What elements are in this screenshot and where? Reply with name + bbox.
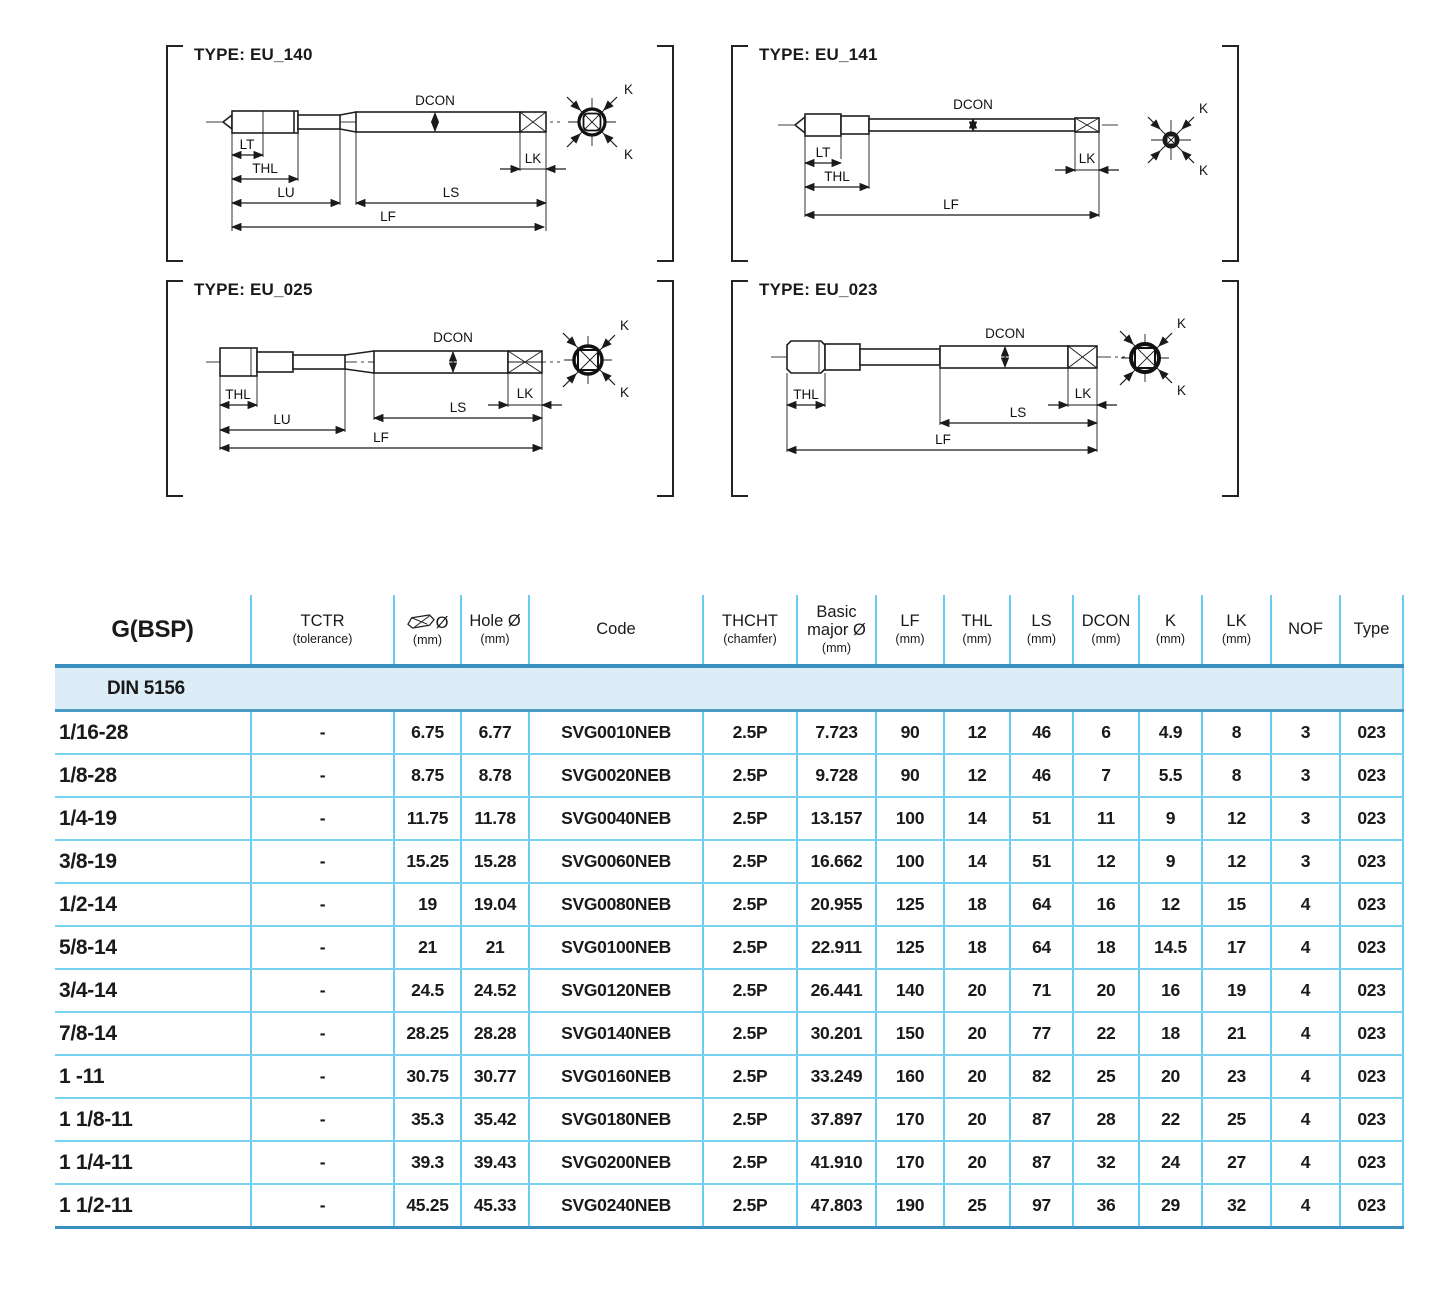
table-cell: SVG0020NEB (529, 754, 703, 797)
end-view (563, 333, 615, 387)
column-header-hole (461, 595, 529, 666)
table-cell: 170 (876, 1098, 944, 1141)
table-cell: 22 (1139, 1098, 1202, 1141)
dim-label-lt: LT (815, 145, 831, 160)
tap-drawing-eu-023 (733, 280, 1237, 497)
column-label: K (1164, 612, 1176, 631)
table-cell: 8 (1202, 754, 1271, 797)
table-cell: 46 (1010, 711, 1073, 755)
dim-label-lk: LK (1078, 151, 1096, 166)
table-cell: 13.157 (797, 797, 876, 840)
table-cell: 46 (1010, 754, 1073, 797)
table-cell: 30.77 (461, 1055, 529, 1098)
table-row (55, 840, 1403, 883)
table-cell: 125 (876, 883, 944, 926)
column-header-type (1340, 595, 1403, 666)
table-cell: 023 (1340, 1184, 1403, 1228)
table-cell: 24 (1139, 1141, 1202, 1184)
table-cell: - (251, 883, 394, 926)
diagram-eu-023 (733, 280, 1237, 497)
column-label: NOF (1288, 619, 1323, 638)
section-row (55, 666, 1403, 711)
tap-drawing-eu-025 (168, 280, 672, 497)
table-cell: 3 (1271, 711, 1340, 755)
column-label: Hole Ø (469, 612, 521, 631)
table-cell: SVG0100NEB (529, 926, 703, 969)
table-cell: 35.42 (461, 1098, 529, 1141)
table-cell: 2.5P (703, 1184, 797, 1228)
table-cell: 1 1/8-11 (55, 1098, 251, 1141)
table-cell: 20 (944, 969, 1010, 1012)
table-cell: 32 (1073, 1141, 1139, 1184)
table-cell: 4 (1271, 1012, 1340, 1055)
dim-label-lk: LK (516, 386, 534, 401)
dim-label-k1: K (1177, 316, 1187, 331)
table-cell: 12 (944, 711, 1010, 755)
table-cell: 30.75 (394, 1055, 461, 1098)
dim-label-lf: LF (935, 432, 951, 447)
table-cell: 35.3 (394, 1098, 461, 1141)
column-label: LS (1031, 612, 1052, 631)
column-label: Code (596, 619, 636, 638)
dim-label-ls: LS (1009, 405, 1027, 420)
table-cell: - (251, 711, 394, 755)
table-cell: 28.28 (461, 1012, 529, 1055)
column-header- (394, 595, 461, 666)
table-cell: 25 (1073, 1055, 1139, 1098)
table-cell: 87 (1010, 1098, 1073, 1141)
table-cell: 21 (1202, 1012, 1271, 1055)
column-header-thcht (703, 595, 797, 666)
table-cell: 14.5 (1139, 926, 1202, 969)
table-cell: 2.5P (703, 711, 797, 755)
table-cell: 1/16-28 (55, 711, 251, 755)
header-row (55, 595, 1403, 666)
column-header-k (1139, 595, 1202, 666)
table-cell: 5.5 (1139, 754, 1202, 797)
column-header-code (529, 595, 703, 666)
table-cell: 3/4-14 (55, 969, 251, 1012)
column-header-tctr (251, 595, 394, 666)
diagram-title: TYPE: EU_141 (759, 45, 878, 64)
table-cell: SVG0120NEB (529, 969, 703, 1012)
column-sublabel: (mm) (895, 631, 925, 646)
table-cell: 12 (1073, 840, 1139, 883)
dim-label-thl: THL (793, 387, 819, 402)
table-cell: SVG0160NEB (529, 1055, 703, 1098)
table-cell: 16 (1139, 969, 1202, 1012)
table-row (55, 883, 1403, 926)
table-cell: 3/8-19 (55, 840, 251, 883)
table-cell: 27 (1202, 1141, 1271, 1184)
end-view (1148, 117, 1194, 163)
column-header-dcon (1073, 595, 1139, 666)
table-cell: 12 (944, 754, 1010, 797)
table-cell: 8 (1202, 711, 1271, 755)
column-sublabel: (mm) (412, 633, 443, 648)
diagram-eu-025 (168, 280, 672, 497)
table-cell: 15 (1202, 883, 1271, 926)
dim-label-ls: LS (442, 185, 460, 200)
table-cell: 11.78 (461, 797, 529, 840)
table-cell: 21 (461, 926, 529, 969)
table-cell: 9.728 (797, 754, 876, 797)
table-cell: 20 (944, 1012, 1010, 1055)
table-cell: 4 (1271, 969, 1340, 1012)
table-cell: SVG0140NEB (529, 1012, 703, 1055)
table-cell: 51 (1010, 840, 1073, 883)
table-cell: 19 (394, 883, 461, 926)
dim-label-lu: LU (277, 185, 295, 200)
column-header-nof (1271, 595, 1340, 666)
dim-label-k2: K (1199, 163, 1209, 178)
table-cell: 8.78 (461, 754, 529, 797)
column-header-thl (944, 595, 1010, 666)
table-cell: - (251, 797, 394, 840)
table-cell: SVG0060NEB (529, 840, 703, 883)
column-sublabel: (mm) (1091, 631, 1121, 646)
table-cell: 8.75 (394, 754, 461, 797)
table-cell: 22.911 (797, 926, 876, 969)
end-view (1120, 331, 1172, 385)
table-cell: - (251, 754, 394, 797)
table-cell: 1 1/4-11 (55, 1141, 251, 1184)
dim-label-k1: K (620, 318, 630, 333)
table-cell: 2.5P (703, 797, 797, 840)
table-cell: 30.201 (797, 1012, 876, 1055)
table-cell: 45.33 (461, 1184, 529, 1228)
table-cell: 25 (1202, 1098, 1271, 1141)
table-cell: 1 1/2-11 (55, 1184, 251, 1228)
column-sublabel: (mm) (1155, 631, 1186, 646)
table-cell: 023 (1340, 883, 1403, 926)
table-cell: 18 (1073, 926, 1139, 969)
table-cell: - (251, 840, 394, 883)
table-cell: 6 (1073, 711, 1139, 755)
table-cell: 023 (1340, 969, 1403, 1012)
table-cell: 20 (944, 1141, 1010, 1184)
table-row (55, 1098, 1403, 1141)
column-sublabel: (mm) (480, 631, 510, 646)
table-cell: 125 (876, 926, 944, 969)
table-cell: SVG0080NEB (529, 883, 703, 926)
table-cell: 20.955 (797, 883, 876, 926)
table-cell: 023 (1340, 711, 1403, 755)
drill-bit-icon (407, 612, 435, 631)
table-cell: 32 (1202, 1184, 1271, 1228)
table-cell: 29 (1139, 1184, 1202, 1228)
table-cell: 1 -11 (55, 1055, 251, 1098)
tap-side-view (206, 348, 560, 376)
table-cell: 21 (394, 926, 461, 969)
tap-drawing-eu-141 (733, 45, 1237, 262)
dim-label-dcon: DCON (953, 97, 993, 112)
dim-label-ls: LS (449, 400, 467, 415)
column-header-g-bsp (55, 595, 251, 666)
table-cell: 2.5P (703, 926, 797, 969)
table-cell: 12 (1139, 883, 1202, 926)
table-cell: 90 (876, 711, 944, 755)
table-cell: 16 (1073, 883, 1139, 926)
table-cell: 64 (1010, 883, 1073, 926)
column-sublabel: (tolerance) (292, 631, 353, 646)
table-cell: 90 (876, 754, 944, 797)
table-cell: 1/4-19 (55, 797, 251, 840)
table-cell: 023 (1340, 1055, 1403, 1098)
diagram-eu-141 (733, 45, 1237, 262)
table-cell: 9 (1139, 797, 1202, 840)
table-cell: 4 (1271, 883, 1340, 926)
tap-drawing-eu-140 (168, 45, 672, 262)
table-row (55, 711, 1403, 755)
table-cell: 4.9 (1139, 711, 1202, 755)
table-cell: 17 (1202, 926, 1271, 969)
table-cell: SVG0240NEB (529, 1184, 703, 1228)
dim-label-k2: K (620, 385, 630, 400)
table-cell: 18 (1139, 1012, 1202, 1055)
table-cell: 160 (876, 1055, 944, 1098)
table-cell: 28.25 (394, 1012, 461, 1055)
dim-label-dcon: DCON (433, 330, 473, 345)
table-cell: 20 (1139, 1055, 1202, 1098)
tap-side-view (771, 341, 1125, 373)
table-row (55, 797, 1403, 840)
column-label: Ø (435, 613, 449, 632)
column-header-ls (1010, 595, 1073, 666)
spec-table-section (55, 595, 1403, 1229)
table-cell: 36 (1073, 1184, 1139, 1228)
table-cell: 4 (1271, 926, 1340, 969)
table-cell: 4 (1271, 1098, 1340, 1141)
table-cell: 4 (1271, 1141, 1340, 1184)
table-cell: 023 (1340, 1098, 1403, 1141)
dim-label-thl: THL (252, 161, 278, 176)
table-cell: 150 (876, 1012, 944, 1055)
table-cell: 3 (1271, 840, 1340, 883)
table-cell: 023 (1340, 926, 1403, 969)
table-cell: 3 (1271, 797, 1340, 840)
column-label: G(BSP) (111, 615, 194, 643)
dim-label-dcon: DCON (985, 326, 1025, 341)
table-cell: 12 (1202, 840, 1271, 883)
column-header-lk (1202, 595, 1271, 666)
spec-table (55, 595, 1404, 1229)
column-sublabel: (mm) (1026, 631, 1057, 646)
table-row (55, 1055, 1403, 1098)
table-cell: 16.662 (797, 840, 876, 883)
table-cell: 37.897 (797, 1098, 876, 1141)
diagram-title: TYPE: EU_023 (759, 280, 878, 299)
table-cell: 41.910 (797, 1141, 876, 1184)
dim-label-k2: K (1177, 383, 1187, 398)
diagram-eu-140 (168, 45, 672, 262)
table-cell: 023 (1340, 797, 1403, 840)
table-cell: 4 (1271, 1055, 1340, 1098)
table-cell: 2.5P (703, 969, 797, 1012)
table-cell: 100 (876, 840, 944, 883)
dim-label-lf: LF (380, 209, 396, 224)
table-cell: 023 (1340, 1141, 1403, 1184)
table-cell: 2.5P (703, 1012, 797, 1055)
table-cell: 2.5P (703, 883, 797, 926)
table-cell: 15.25 (394, 840, 461, 883)
table-cell: 87 (1010, 1141, 1073, 1184)
diagram-title: TYPE: EU_025 (194, 280, 313, 299)
table-cell: 18 (944, 926, 1010, 969)
column-label: Basic major Ø (807, 603, 866, 639)
table-cell: SVG0010NEB (529, 711, 703, 755)
table-cell: - (251, 1098, 394, 1141)
table-cell: 7.723 (797, 711, 876, 755)
table-cell: 9 (1139, 840, 1202, 883)
table-cell: 97 (1010, 1184, 1073, 1228)
column-sublabel: (mm) (821, 640, 852, 655)
table-cell: 77 (1010, 1012, 1073, 1055)
table-cell: - (251, 1184, 394, 1228)
table-cell: 5/8-14 (55, 926, 251, 969)
diagram-grid (168, 45, 1237, 497)
tap-side-view (206, 111, 560, 133)
table-cell: 20 (944, 1055, 1010, 1098)
table-cell: 28 (1073, 1098, 1139, 1141)
table-row (55, 1141, 1403, 1184)
dim-label-lk: LK (1074, 386, 1092, 401)
table-cell: 24.52 (461, 969, 529, 1012)
dim-label-k2: K (624, 147, 634, 162)
table-row (55, 969, 1403, 1012)
dim-label-lf: LF (373, 430, 389, 445)
table-cell: 1/8-28 (55, 754, 251, 797)
table-cell: 33.249 (797, 1055, 876, 1098)
table-cell: 20 (944, 1098, 1010, 1141)
dim-label-thl: THL (824, 169, 850, 184)
table-cell: 3 (1271, 754, 1340, 797)
column-sublabel: (chamfer) (723, 631, 777, 646)
table-cell: 2.5P (703, 840, 797, 883)
column-sublabel: (mm) (962, 631, 992, 646)
dim-label-k1: K (624, 82, 634, 97)
table-cell: 45.25 (394, 1184, 461, 1228)
table-cell: 1/2-14 (55, 883, 251, 926)
dim-label-thl: THL (225, 387, 251, 402)
dim-label-dcon: DCON (415, 93, 455, 108)
table-cell: 82 (1010, 1055, 1073, 1098)
end-view (567, 97, 617, 147)
tap-side-view (778, 114, 1118, 136)
table-row (55, 1184, 1403, 1228)
column-label: LF (900, 612, 920, 631)
table-cell: 26.441 (797, 969, 876, 1012)
table-cell: 6.75 (394, 711, 461, 755)
table-cell: 39.43 (461, 1141, 529, 1184)
dim-label-k1: K (1199, 101, 1209, 116)
table-cell: SVG0200NEB (529, 1141, 703, 1184)
table-cell: 23 (1202, 1055, 1271, 1098)
table-cell: - (251, 969, 394, 1012)
table-cell: 023 (1340, 754, 1403, 797)
table-cell: 14 (944, 840, 1010, 883)
table-row (55, 926, 1403, 969)
section-label: DIN 5156 (55, 666, 1403, 711)
table-cell: 12 (1202, 797, 1271, 840)
table-row (55, 1012, 1403, 1055)
dim-label-lk: LK (524, 151, 542, 166)
table-cell: - (251, 1055, 394, 1098)
dim-label-lf: LF (943, 197, 959, 212)
column-label: Type (1353, 619, 1390, 638)
table-cell: 18 (944, 883, 1010, 926)
dim-label-lu: LU (273, 412, 291, 427)
table-cell: SVG0180NEB (529, 1098, 703, 1141)
table-cell: 47.803 (797, 1184, 876, 1228)
table-cell: 2.5P (703, 1055, 797, 1098)
column-label: TCTR (300, 612, 345, 631)
table-cell: 023 (1340, 840, 1403, 883)
dim-label-lt: LT (239, 137, 255, 152)
table-cell: 190 (876, 1184, 944, 1228)
table-cell: 14 (944, 797, 1010, 840)
column-sublabel: (mm) (1221, 631, 1252, 646)
table-cell: SVG0040NEB (529, 797, 703, 840)
table-cell: - (251, 926, 394, 969)
table-cell: 15.28 (461, 840, 529, 883)
table-cell: 6.77 (461, 711, 529, 755)
table-cell: 11.75 (394, 797, 461, 840)
table-cell: 100 (876, 797, 944, 840)
table-cell: 2.5P (703, 1098, 797, 1141)
table-cell: 4 (1271, 1184, 1340, 1228)
column-label: LK (1226, 612, 1247, 631)
table-cell: 39.3 (394, 1141, 461, 1184)
diagram-title: TYPE: EU_140 (194, 45, 313, 64)
table-cell: 20 (1073, 969, 1139, 1012)
table-cell: 19 (1202, 969, 1271, 1012)
column-header-lf (876, 595, 944, 666)
table-cell: 71 (1010, 969, 1073, 1012)
column-label: THL (961, 612, 993, 631)
table-cell: 140 (876, 969, 944, 1012)
table-cell: - (251, 1141, 394, 1184)
table-cell: 023 (1340, 1012, 1403, 1055)
table-cell: 2.5P (703, 1141, 797, 1184)
table-row (55, 754, 1403, 797)
table-cell: 7 (1073, 754, 1139, 797)
table-cell: - (251, 1012, 394, 1055)
table-cell: 2.5P (703, 754, 797, 797)
table-cell: 51 (1010, 797, 1073, 840)
table-cell: 22 (1073, 1012, 1139, 1055)
table-cell: 25 (944, 1184, 1010, 1228)
table-cell: 170 (876, 1141, 944, 1184)
column-header-basic-major (797, 595, 876, 666)
table-cell: 11 (1073, 797, 1139, 840)
table-cell: 19.04 (461, 883, 529, 926)
table-cell: 7/8-14 (55, 1012, 251, 1055)
column-label: DCON (1081, 612, 1131, 631)
table-cell: 64 (1010, 926, 1073, 969)
table-cell: 24.5 (394, 969, 461, 1012)
column-label: THCHT (722, 612, 778, 631)
